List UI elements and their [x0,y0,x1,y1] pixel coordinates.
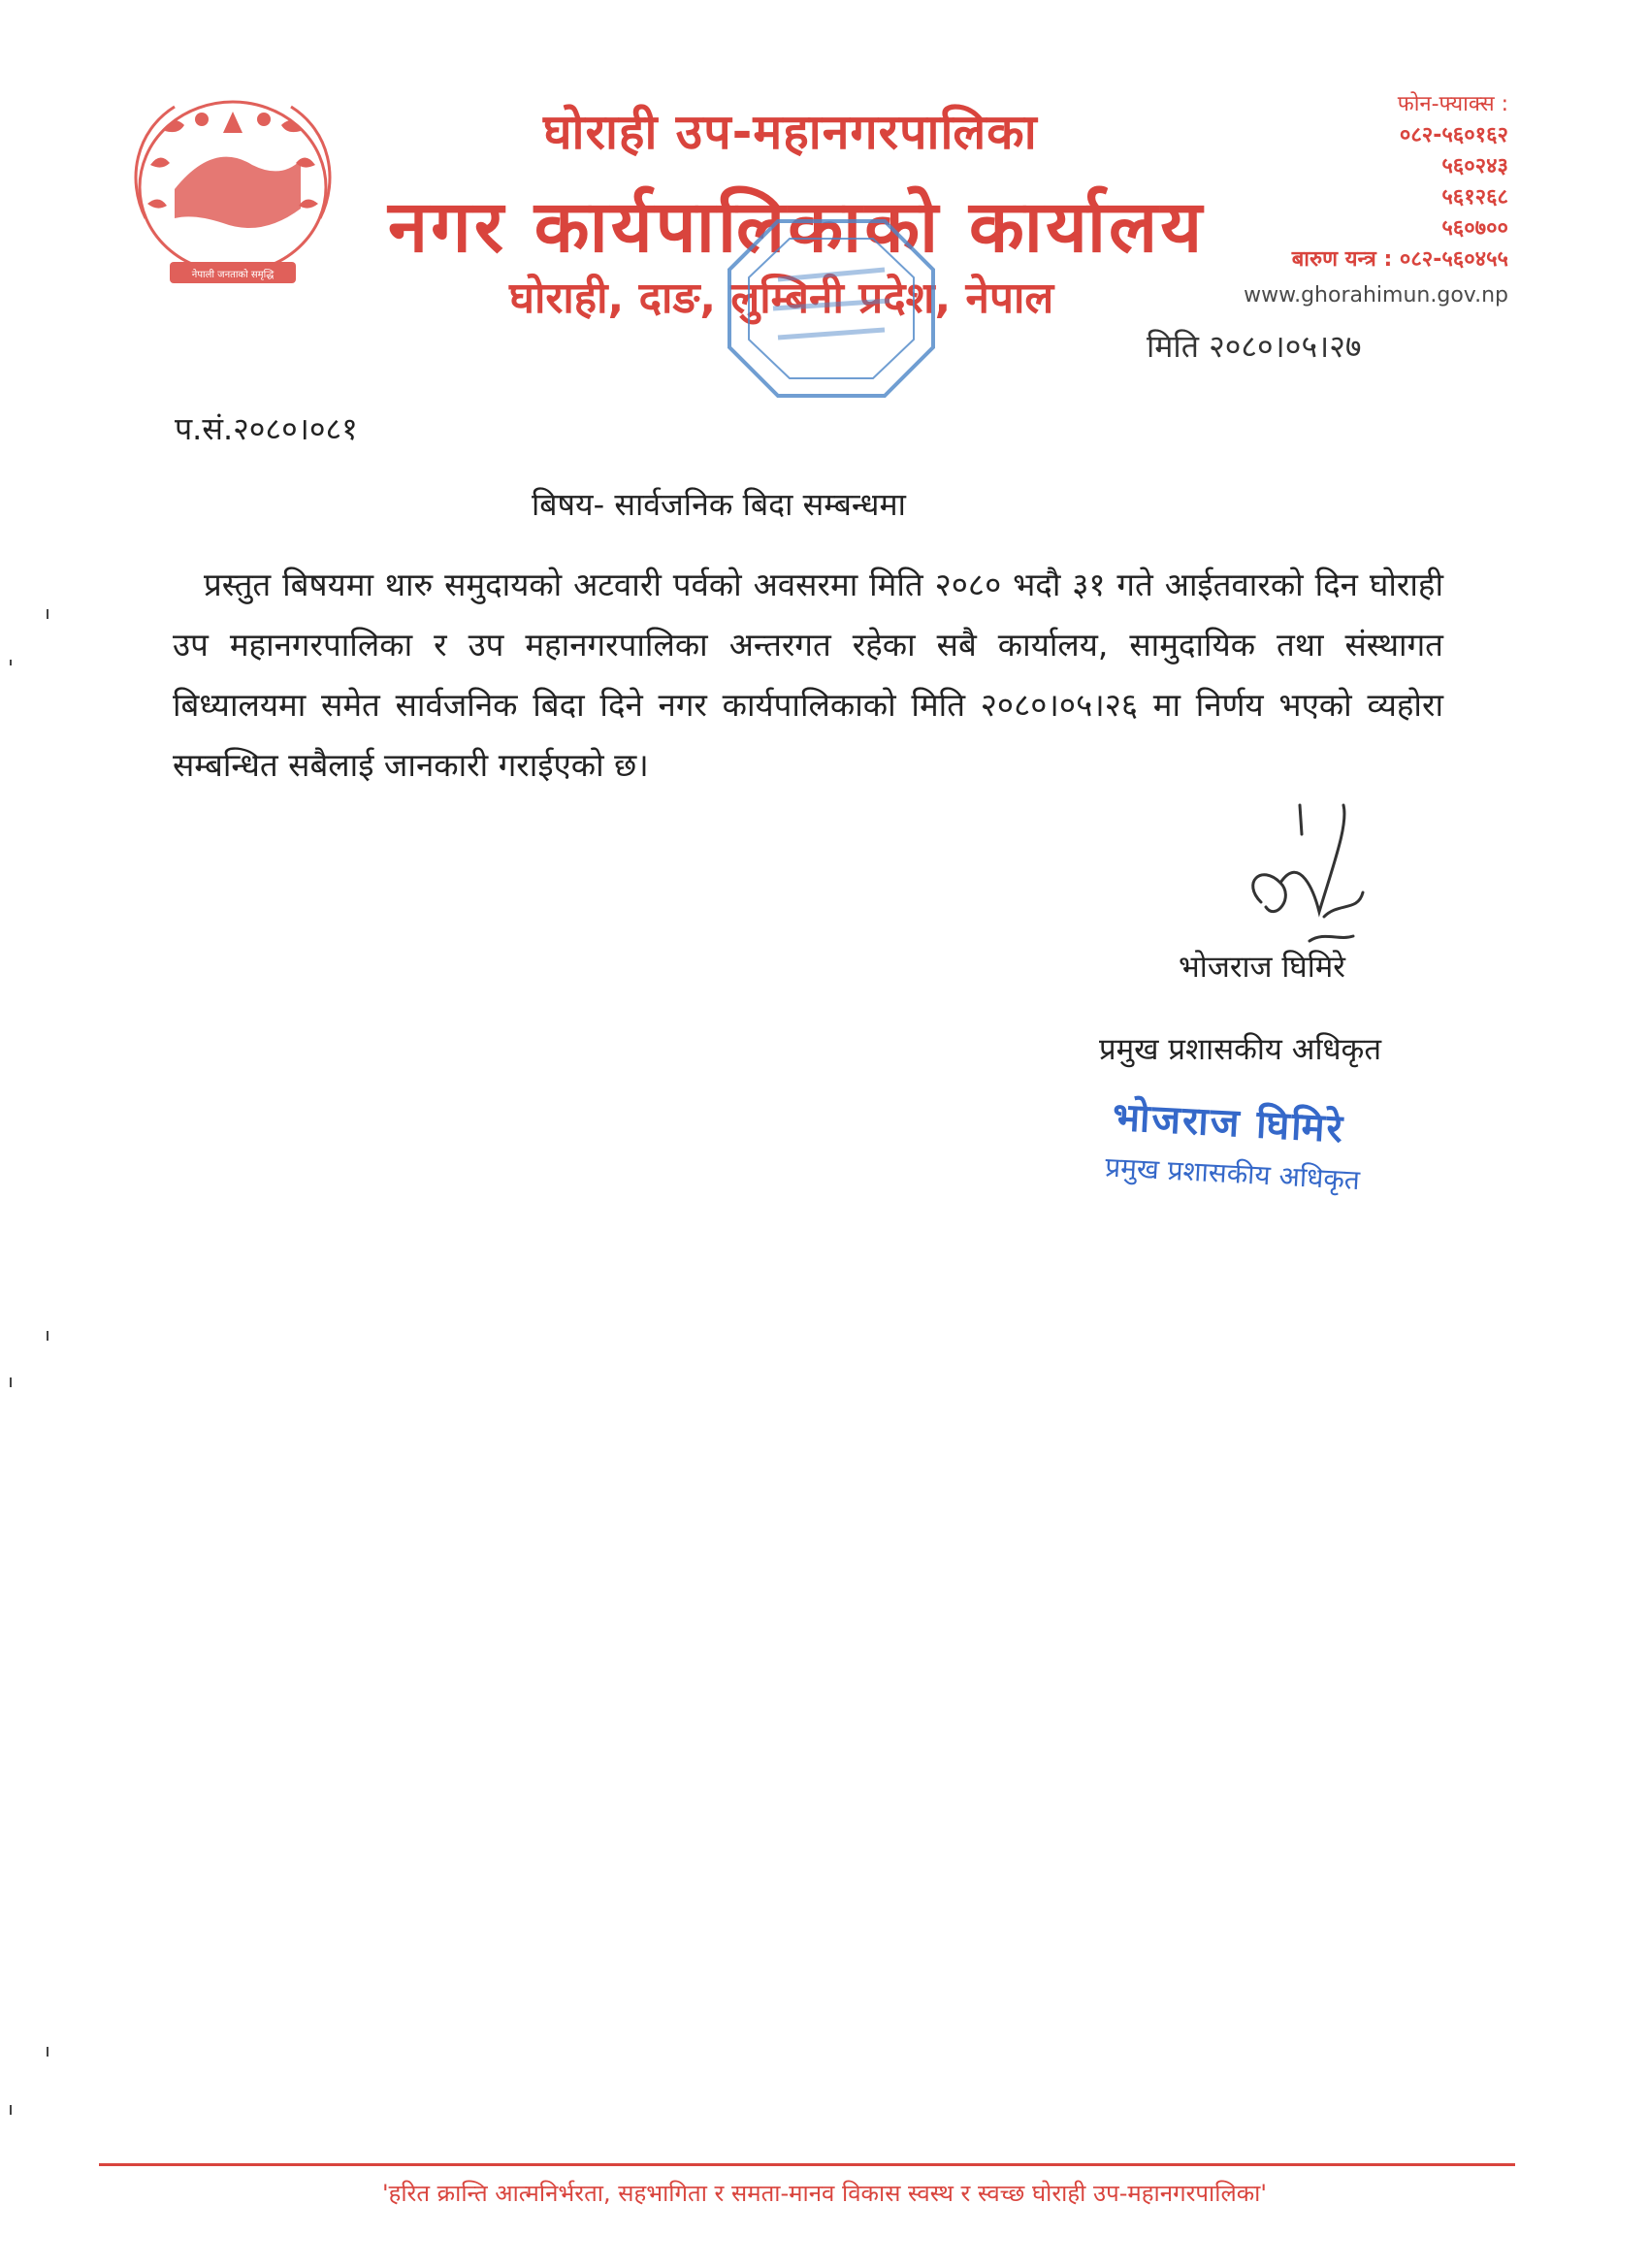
scan-speck [47,2047,48,2057]
name-stamp [1098,1087,1434,1231]
letter-date: मिति २०८०।०५।२७ [1147,328,1362,365]
contact-block [1292,89,1508,275]
nepal-emblem-icon [107,73,359,306]
website-link[interactable]: www.ghorahimun.gov.np [1244,283,1508,308]
letter-body: प्रस्तुत बिषयमा थारु समुदायको अटवारी पर्वको अवसरमा मिति २०८० भदौ ३१ गते आईतवारको दिन घोराही उप महानगरपालिका र उप महानगरपालिका अन्तरगत रहेका सबै कार्यालय, सामुदायिक तथा संस्थागत बिध्यालयमा समेत सार्वजनिक बिदा दिने नगर कार्यपालिकाको मिति २०८०।०५।२६ मा निर्णय भएको व्यहोरा सम्बन्धित सबैलाई जानकारी गराईएको छ। [173,566,1443,784]
scan-speck [10,660,12,665]
signatory-name: भोजराज घिमिरे [1179,950,1345,985]
office-seal-icon [720,211,943,405]
footer-motto: 'हरित क्रान्ति आत्मनिर्भरता, सहभागिता र समता-मानव विकास स्वस्थ र स्वच्छ घोराही उप-महानगरपालिका' [382,2180,1267,2207]
signatory-title: प्रमुख प्रशासकीय अधिकृत [1099,1032,1382,1067]
letter-subject: बिषय- सार्वजनिक बिदा सम्बन्धमा [532,486,906,523]
fire-engine-number: बारुण यन्त्र : ०८२-५६०४५५ [1291,247,1508,272]
org-name: घोराही उप-महानगरपालिका [543,104,1038,160]
office-address: घोराही, दाङ, लुम्बिनी प्रदेश, नेपाल [509,274,1054,323]
footer-divider [99,2163,1515,2166]
office-name: नगर कार्यपालिकाको कार्यालय [388,185,1206,269]
phone-number: ०८२-५६०१६२ [1399,123,1508,147]
signature-icon [1242,795,1377,960]
phone-number: ५६०२४३ [1441,154,1508,178]
phone-number: ५६०७०० [1441,216,1508,241]
scan-speck [10,2105,12,2115]
svg-text:नेपाली जनताको समृद्धि: नेपाली जनताको समृद्धि [191,270,275,280]
scan-speck [47,609,48,619]
phone-number: ५६१२६८ [1441,185,1508,210]
reference-number: प.सं.२०८०।०८१ [175,410,358,447]
stamp-title: प्रमुख प्रशासकीय अधिकृत [1104,1150,1361,1197]
scan-speck [47,1331,48,1341]
stamp-name: भोजराज घिमिरे [1111,1094,1346,1152]
phone-fax-label: फोन-फ्याक्स : [1397,92,1508,116]
scan-speck [10,1377,12,1387]
